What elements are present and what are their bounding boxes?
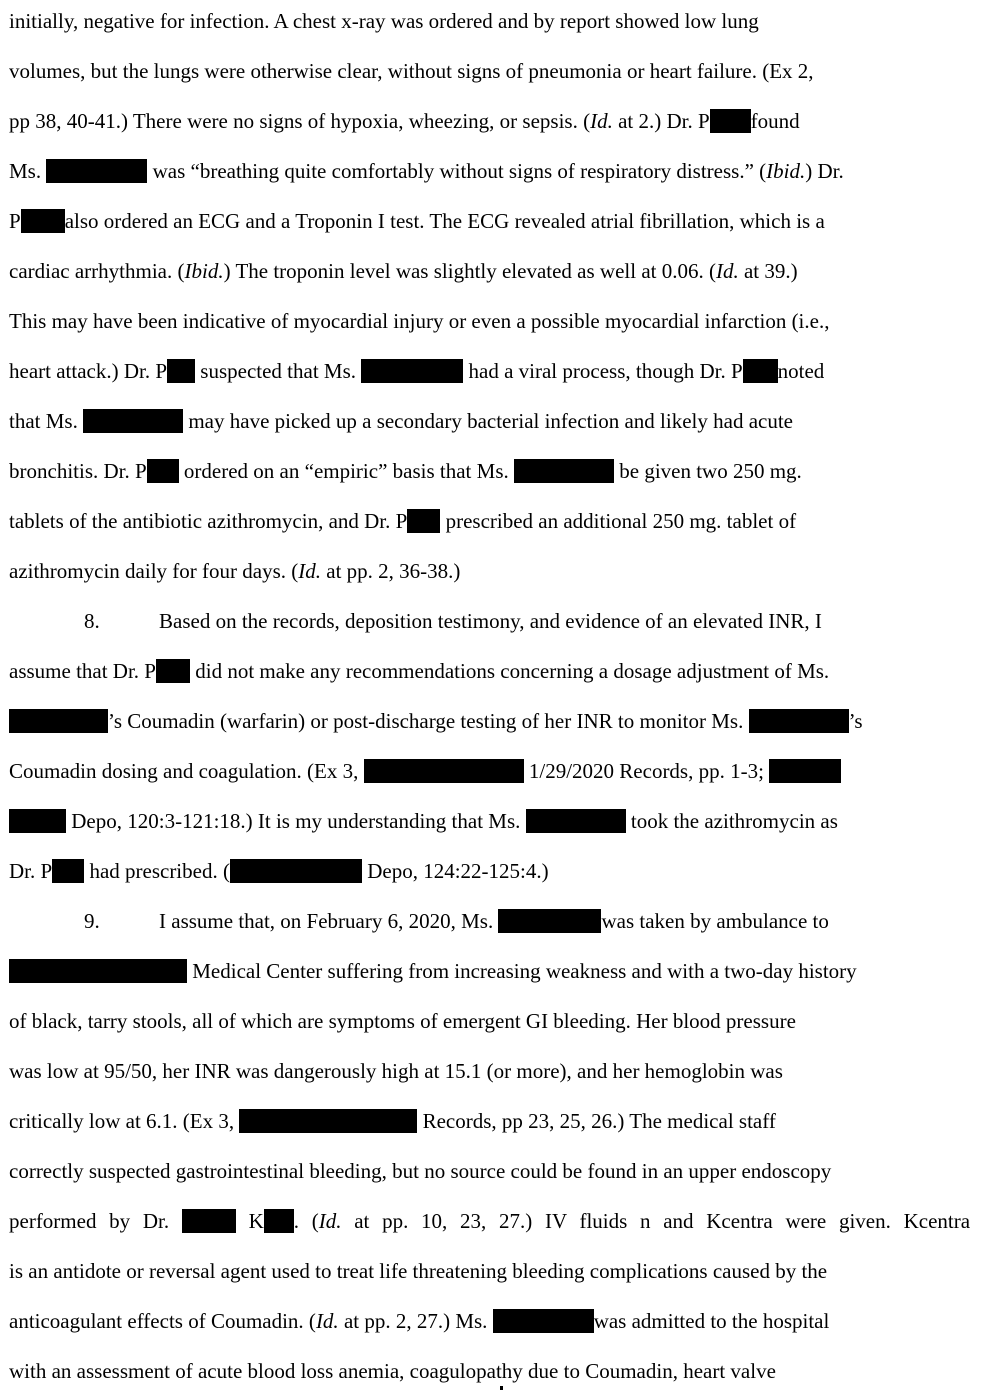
paragraph-number: 9. xyxy=(84,909,100,933)
text-run: Records, pp 23, 25, 26.) The medical staff xyxy=(417,1109,776,1133)
text-line-1 xyxy=(9,6,759,36)
text-run: I assume that, on February 6, 2020, Ms. xyxy=(159,909,499,933)
text-run: Dr. P xyxy=(9,859,53,883)
text-line-12 xyxy=(9,556,460,586)
redaction-box xyxy=(156,659,190,683)
redaction-box xyxy=(710,109,751,133)
text-run: was “breathing quite comfortably without signs of respiratory distress.” ( xyxy=(147,159,767,183)
text-run: tablets of the antibiotic azithromycin, and Dr. P xyxy=(9,509,408,533)
text-run: performed by Dr. xyxy=(9,1209,182,1233)
text-run: at pp. 2, 36-38.) xyxy=(321,559,461,583)
text-line-15 xyxy=(9,706,863,736)
text-run: at 39.) xyxy=(738,259,798,283)
text-run: ) Dr. xyxy=(805,159,844,183)
text-run: is an antidote or reversal agent used to treat life threatening bleeding complications caused by the xyxy=(9,1259,828,1283)
text-run: took the azithromycin as xyxy=(625,809,838,833)
text-run: ’s xyxy=(848,709,863,733)
text-line-18 xyxy=(9,856,549,886)
redaction-box xyxy=(230,859,362,883)
text-run: volumes, but the lungs were otherwise clear, without signs of pneumonia or heart failure. (Ex 2, xyxy=(9,59,814,83)
text-line-21 xyxy=(9,1006,796,1036)
text-run: was low at 95/50, her INR was dangerously high at 15.1 (or more), and her hemoglobin was xyxy=(9,1059,783,1083)
text-run: also ordered an ECG and a Troponin I test. The ECG revealed atrial fibrillation, which is a xyxy=(64,209,825,233)
text-run: ) The troponin level was slightly elevated as well at 0.06. ( xyxy=(223,259,716,283)
page-footer-mark xyxy=(500,1386,503,1390)
text-run: critically low at 6.1. (Ex 3, xyxy=(9,1109,240,1133)
text-line-3 xyxy=(9,106,800,136)
text-run: be given two 250 mg. xyxy=(614,459,802,483)
text-run: may have picked up a secondary bacterial infection and likely had acute xyxy=(183,409,793,433)
redaction-box xyxy=(749,709,849,733)
text-line-5 xyxy=(9,206,825,236)
text-line-7 xyxy=(9,306,829,336)
text-run: Depo, 124:22-125:4.) xyxy=(361,859,549,883)
text-line-17 xyxy=(9,806,838,836)
text-run: . ( xyxy=(293,1209,319,1233)
redaction-box xyxy=(364,759,524,783)
text-run: azithromycin daily for four days. ( xyxy=(9,559,299,583)
text-run: at pp. 2, 27.) Ms. xyxy=(338,1309,493,1333)
text-run: ’s Coumadin (warfarin) or post-discharge testing of her INR to monitor Ms. xyxy=(108,709,749,733)
redaction-box xyxy=(407,509,440,533)
text-run: initially, negative for infection. A chest x-ray was ordered and by report showed low lung xyxy=(9,9,759,33)
redaction-box xyxy=(9,809,66,833)
redaction-box xyxy=(21,209,65,233)
text-run: P xyxy=(9,209,21,233)
text-run: correctly suspected gastrointestinal bleeding, but no source could be found in an upper endoscopy xyxy=(9,1159,832,1183)
text-run: Ms. xyxy=(9,159,47,183)
redaction-box xyxy=(526,809,626,833)
citation-italic: Id. xyxy=(298,559,321,583)
text-line-22 xyxy=(9,1056,783,1086)
redaction-box xyxy=(493,1309,594,1333)
text-line-2 xyxy=(9,56,814,86)
text-line-25 xyxy=(9,1206,970,1236)
text-run: did not make any recommendations concerning a dosage adjustment of Ms. xyxy=(190,659,830,683)
text-run: 1/29/2020 Records, pp. 1-3; xyxy=(523,759,770,783)
text-run: at 2.) Dr. P xyxy=(612,109,710,133)
redaction-box xyxy=(83,409,183,433)
text-run: bronchitis. Dr. P xyxy=(9,459,147,483)
text-run: found xyxy=(750,109,800,133)
paragraph-8-first-line xyxy=(84,606,822,636)
text-run: This may have been indicative of myocardial injury or even a possible myocardial infarction (i.e., xyxy=(9,309,830,333)
text-run: was admitted to the hospital xyxy=(593,1309,830,1333)
text-run: that Ms. xyxy=(9,409,84,433)
citation-italic: Id. xyxy=(315,1309,339,1333)
paragraph-9-first-line xyxy=(84,906,829,936)
text-run: cardiac arrhythmia. ( xyxy=(9,259,185,283)
redaction-box xyxy=(769,759,841,783)
text-run: prescribed an additional 250 mg. tablet of xyxy=(440,509,797,533)
redaction-box xyxy=(239,1109,417,1133)
text-run: anticoagulant effects of Coumadin. ( xyxy=(9,1309,316,1333)
text-run: suspected that Ms. xyxy=(195,359,362,383)
redaction-box xyxy=(182,1209,236,1233)
citation-italic: Id. xyxy=(590,109,613,133)
text-line-26 xyxy=(9,1256,827,1286)
text-line-8 xyxy=(9,356,824,386)
text-run: Medical Center suffering from increasing weakness and with a two-day history xyxy=(187,959,857,983)
text-run: had prescribed. ( xyxy=(84,859,230,883)
text-run: ordered on an “empiric” basis that Ms. xyxy=(178,459,514,483)
citation-italic: Id. xyxy=(318,1209,342,1233)
redaction-box xyxy=(9,959,187,983)
redaction-box xyxy=(361,359,463,383)
citation-italic: Ibid. xyxy=(184,259,224,283)
redaction-box xyxy=(743,359,778,383)
text-run: Coumadin dosing and coagulation. (Ex 3, xyxy=(9,759,364,783)
text-line-11 xyxy=(9,506,796,536)
redaction-box xyxy=(9,709,108,733)
text-run: heart attack.) Dr. P xyxy=(9,359,168,383)
redaction-box xyxy=(147,459,179,483)
text-run: noted xyxy=(777,359,825,383)
text-line-16 xyxy=(9,756,841,786)
text-line-14 xyxy=(9,656,829,686)
text-run: had a viral process, though Dr. P xyxy=(463,359,743,383)
text-run: with an assessment of acute blood loss anemia, coagulopathy due to Coumadin, heart valve xyxy=(9,1359,776,1383)
text-run: was taken by ambulance to xyxy=(601,909,829,933)
text-run: Depo, 120:3-121:18.) It is my understanding that Ms. xyxy=(66,809,526,833)
redaction-box xyxy=(514,459,614,483)
text-line-4 xyxy=(9,156,844,186)
text-line-28 xyxy=(9,1356,776,1386)
text-line-23 xyxy=(9,1106,776,1136)
text-line-24 xyxy=(9,1156,831,1186)
text-run: pp 38, 40-41.) There were no signs of hypoxia, wheezing, or sepsis. ( xyxy=(9,109,591,133)
redaction-box xyxy=(46,159,147,183)
text-run: Based on the records, deposition testimony, and evidence of an elevated INR, I xyxy=(159,609,822,633)
text-run: of black, tarry stools, all of which are symptoms of emergent GI bleeding. Her blood pressure xyxy=(9,1009,796,1033)
text-line-10 xyxy=(9,456,802,486)
paragraph-number: 8. xyxy=(84,609,100,633)
text-run: K xyxy=(235,1209,264,1233)
text-run: at pp. 10, 23, 27.) IV fluids n and Kcentra were given. Kcentra xyxy=(341,1209,971,1233)
redaction-box xyxy=(167,359,195,383)
citation-italic: Id. xyxy=(715,259,739,283)
text-line-27 xyxy=(9,1306,829,1336)
redaction-box xyxy=(498,909,601,933)
text-line-9 xyxy=(9,406,793,436)
redaction-box xyxy=(264,1209,294,1233)
text-run: assume that Dr. P xyxy=(9,659,156,683)
redaction-box xyxy=(52,859,84,883)
document-page xyxy=(9,0,989,1394)
text-line-6 xyxy=(9,256,798,286)
text-line-20 xyxy=(9,956,857,986)
citation-italic: Ibid. xyxy=(766,159,806,183)
